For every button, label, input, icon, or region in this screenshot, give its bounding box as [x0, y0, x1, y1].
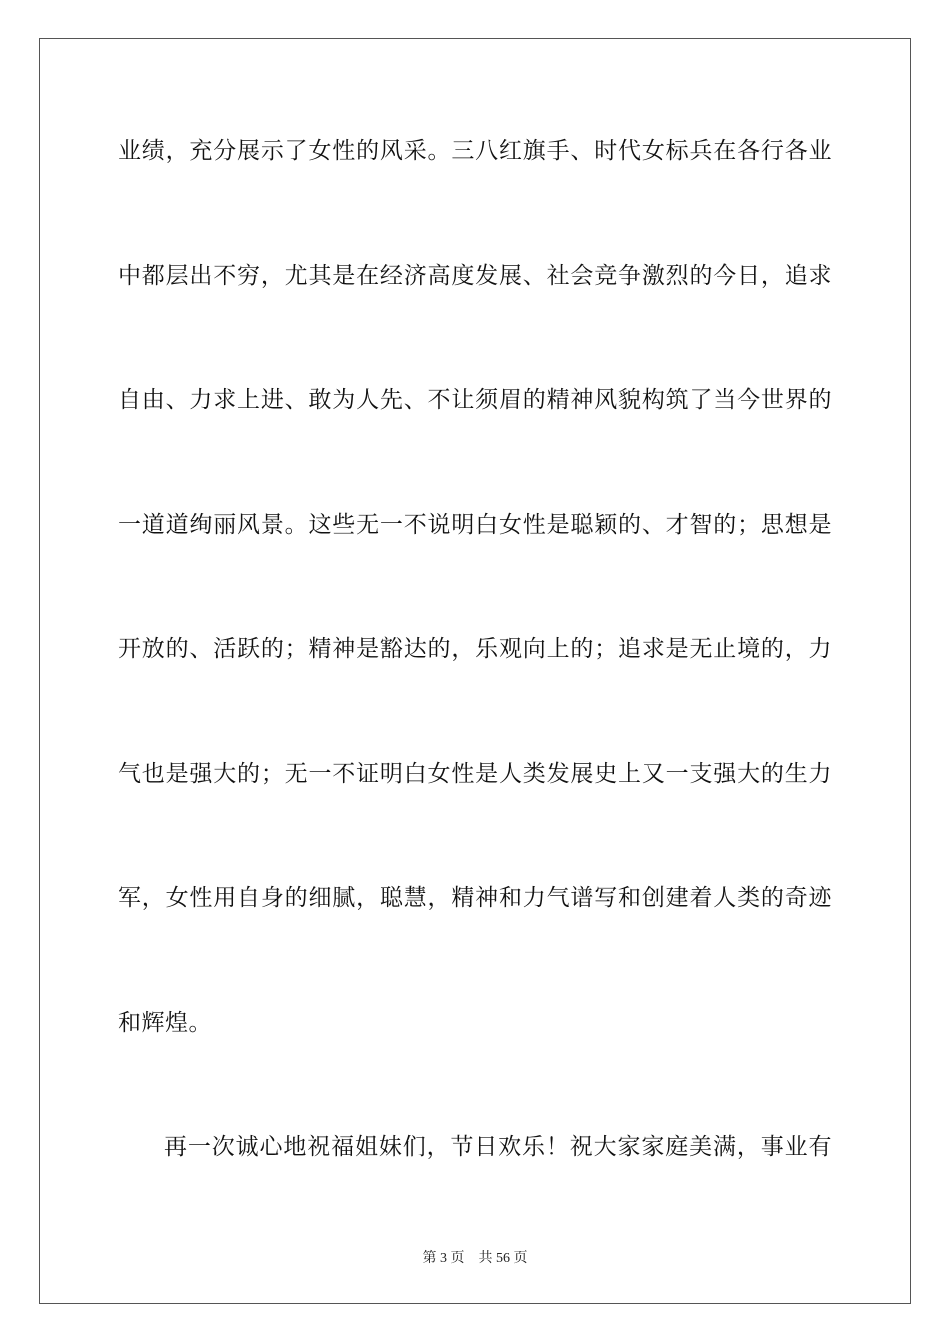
- text-line: 再一次诚心地祝福姐妹们，节日欢乐！祝大家家庭美满，事业有: [164, 1134, 832, 1160]
- text-line: 自由、力求上进、敢为人先、不让须眉的精神风貌构筑了当今世界的: [118, 387, 832, 413]
- text-line: 一道道绚丽风景。这些无一不说明白女性是聪颖的、才智的；思想是: [118, 511, 832, 538]
- text-line: 中都层出不穷，尤其是在经济高度发展、社会竞争激烈的今日，追求: [118, 262, 832, 289]
- page-footer: [0, 1247, 950, 1267]
- text-line: 和辉煌。: [118, 1009, 212, 1036]
- page-number: 第 3 页: [422, 1251, 465, 1266]
- text-line: 业绩，充分展示了女性的风采。三八红旗手、时代女标兵在各行各业: [118, 138, 832, 164]
- total-pages: 共 56 页: [478, 1251, 528, 1266]
- document-body: [118, 131, 832, 1252]
- text-line: 开放的、活跃的；精神是豁达的，乐观向上的；追求是无止境的，力: [118, 636, 832, 662]
- text-line: 气也是强大的；无一不证明白女性是人类发展史上又一支强大的生力: [118, 760, 832, 787]
- text-line: 军，女性用自身的细腻，聪慧，精神和力气谱写和创建着人类的奇迹: [118, 885, 832, 911]
